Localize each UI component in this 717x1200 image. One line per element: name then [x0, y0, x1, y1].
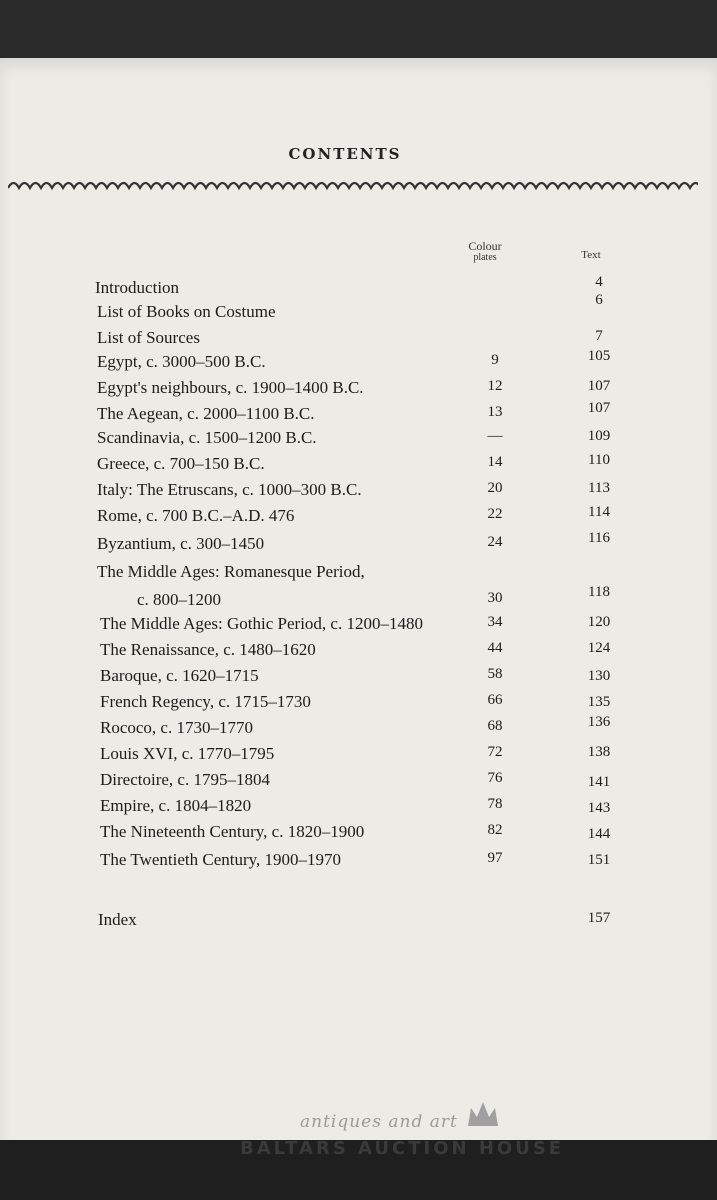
toc-entry-label: The Twentieth Century, 1900–1970	[100, 850, 342, 869]
text-column-header: Text	[581, 249, 601, 261]
toc-entry-plate-number: 22	[487, 506, 503, 522]
toc-entry-plate-number: 14	[487, 454, 503, 470]
toc-entry-text-page: 120	[587, 614, 611, 630]
toc-entry-label: List of Sources	[97, 328, 200, 347]
toc-entry-plate-number: 13	[487, 404, 503, 420]
toc-entry-label: Directoire, c. 1795–1804	[100, 770, 270, 789]
toc-entry-text-page: 130	[587, 668, 611, 684]
toc-row	[0, 714, 717, 742]
toc-row	[0, 640, 717, 664]
toc-entry-text-page: 110	[588, 452, 610, 468]
toc-entry-plate-number: 97	[487, 850, 503, 866]
toc-entry-label: Italy: The Etruscans, c. 1000–300 B.C.	[97, 480, 362, 499]
toc-entry-label: c. 800–1200	[137, 590, 222, 609]
toc-entry-label: List of Books on Costume	[97, 302, 276, 321]
toc-entry-label: Rococo, c. 1730–1770	[100, 718, 253, 737]
toc-entry-text-page: 141	[587, 774, 611, 790]
toc-entry-plate-number: 82	[487, 822, 503, 838]
toc-entry-plate-number: —	[487, 428, 503, 444]
toc-entry-label: Greece, c. 700–150 B.C.	[97, 454, 265, 473]
watermark-text: antiques and art	[300, 1112, 458, 1132]
toc-row	[0, 666, 717, 690]
colour-plates-header-line2: plates	[473, 252, 497, 263]
toc-entry-plate-number: 78	[487, 796, 503, 812]
toc-entry-label: Empire, c. 1804–1820	[100, 796, 252, 815]
toc-row	[0, 692, 717, 716]
toc-entry-label: French Regency, c. 1715–1730	[100, 692, 311, 711]
toc-row	[0, 454, 717, 478]
crown-icon	[466, 1100, 500, 1130]
toc-row	[0, 506, 717, 530]
toc-entry-label: Introduction	[95, 278, 180, 297]
toc-entry-plate-number: 9	[491, 352, 499, 368]
toc-entry-label: The Aegean, c. 2000–1100 B.C.	[97, 404, 315, 423]
toc-entry-text-page: 144	[587, 826, 611, 842]
toc-entry-plate-number: 58	[487, 666, 503, 682]
toc-row	[0, 480, 717, 504]
toc-entry-plate-number: 72	[487, 744, 503, 760]
toc-entry-text-page: 118	[588, 584, 610, 600]
toc-entry-text-page: 113	[588, 480, 610, 496]
toc-entry-text-page: 151	[587, 852, 611, 868]
toc-entry-text-page: 114	[588, 504, 610, 520]
toc-entry-text-page: 105	[587, 348, 611, 364]
toc-entry-plate-number: 76	[487, 770, 503, 786]
toc-entry-text-page: 157	[587, 910, 611, 926]
toc-entry-text-page: 143	[587, 800, 611, 816]
toc-row	[0, 292, 717, 326]
toc-row	[0, 822, 717, 846]
toc-row	[0, 348, 717, 376]
toc-row	[0, 584, 717, 614]
toc-entry-plate-number: 44	[487, 640, 503, 656]
toc-entry-label: Louis XVI, c. 1770–1795	[100, 744, 275, 763]
toc-entry-label: The Middle Ages: Gothic Period, c. 1200–1480	[100, 614, 423, 633]
toc-entry-text-page: 136	[587, 714, 611, 730]
toc-row	[0, 428, 717, 452]
toc-entry-text-page: 7	[595, 328, 603, 344]
toc-row	[0, 910, 717, 934]
colour-plates-header-line1: Colour	[468, 239, 502, 253]
toc-entry-text-page: 107	[587, 400, 611, 416]
toc-entry-text-page: 135	[587, 694, 611, 710]
toc-entry-text-page: 116	[588, 530, 610, 546]
toc-entry-plate-number: 66	[487, 692, 503, 708]
toc-entry-label: The Renaissance, c. 1480–1620	[100, 640, 316, 659]
toc-entry-label: Byzantium, c. 300–1450	[97, 534, 265, 553]
toc-row	[0, 530, 717, 558]
toc-row	[0, 744, 717, 768]
toc-row	[0, 378, 717, 402]
toc-entry-text-page: 6	[595, 292, 603, 308]
toc-entry-text-page: 138	[587, 744, 611, 760]
toc-entry-label: Scandinavia, c. 1500–1200 B.C.	[97, 428, 317, 447]
toc-entry-label: Baroque, c. 1620–1715	[100, 666, 259, 685]
toc-entry-plate-number: 24	[487, 534, 503, 550]
toc-entry-plate-number: 30	[487, 590, 503, 606]
toc-entry-text-page: 4	[595, 274, 603, 290]
toc-entry-label: Index	[98, 910, 137, 929]
toc-entry-plate-number: 68	[487, 718, 503, 734]
toc-entry-plate-number: 20	[487, 480, 503, 496]
toc-entry-label: The Nineteenth Century, c. 1820–1900	[100, 822, 365, 841]
toc-entry-label: Rome, c. 700 B.C.–A.D. 476	[97, 506, 295, 525]
toc-row	[0, 562, 717, 586]
toc-entry-text-page: 107	[587, 378, 611, 394]
toc-entry-label: Egypt, c. 3000–500 B.C.	[97, 352, 266, 371]
toc-entry-text-page: 109	[587, 428, 611, 444]
toc-row	[0, 796, 717, 820]
toc-entry-label: Egypt's neighbours, c. 1900–1400 B.C.	[97, 378, 364, 397]
toc-entry-plate-number: 34	[487, 614, 503, 630]
toc-row	[0, 850, 717, 874]
toc-row	[0, 400, 717, 428]
toc-row	[0, 770, 717, 794]
toc-row	[0, 614, 717, 638]
watermark-house-name: BALTARS AUCTION HOUSE	[240, 1138, 565, 1159]
page-title: CONTENTS	[288, 145, 402, 163]
toc-entry-text-page: 124	[587, 640, 611, 656]
toc-entry-plate-number: 12	[487, 378, 503, 394]
toc-entry-label: The Middle Ages: Romanesque Period,	[97, 562, 365, 581]
